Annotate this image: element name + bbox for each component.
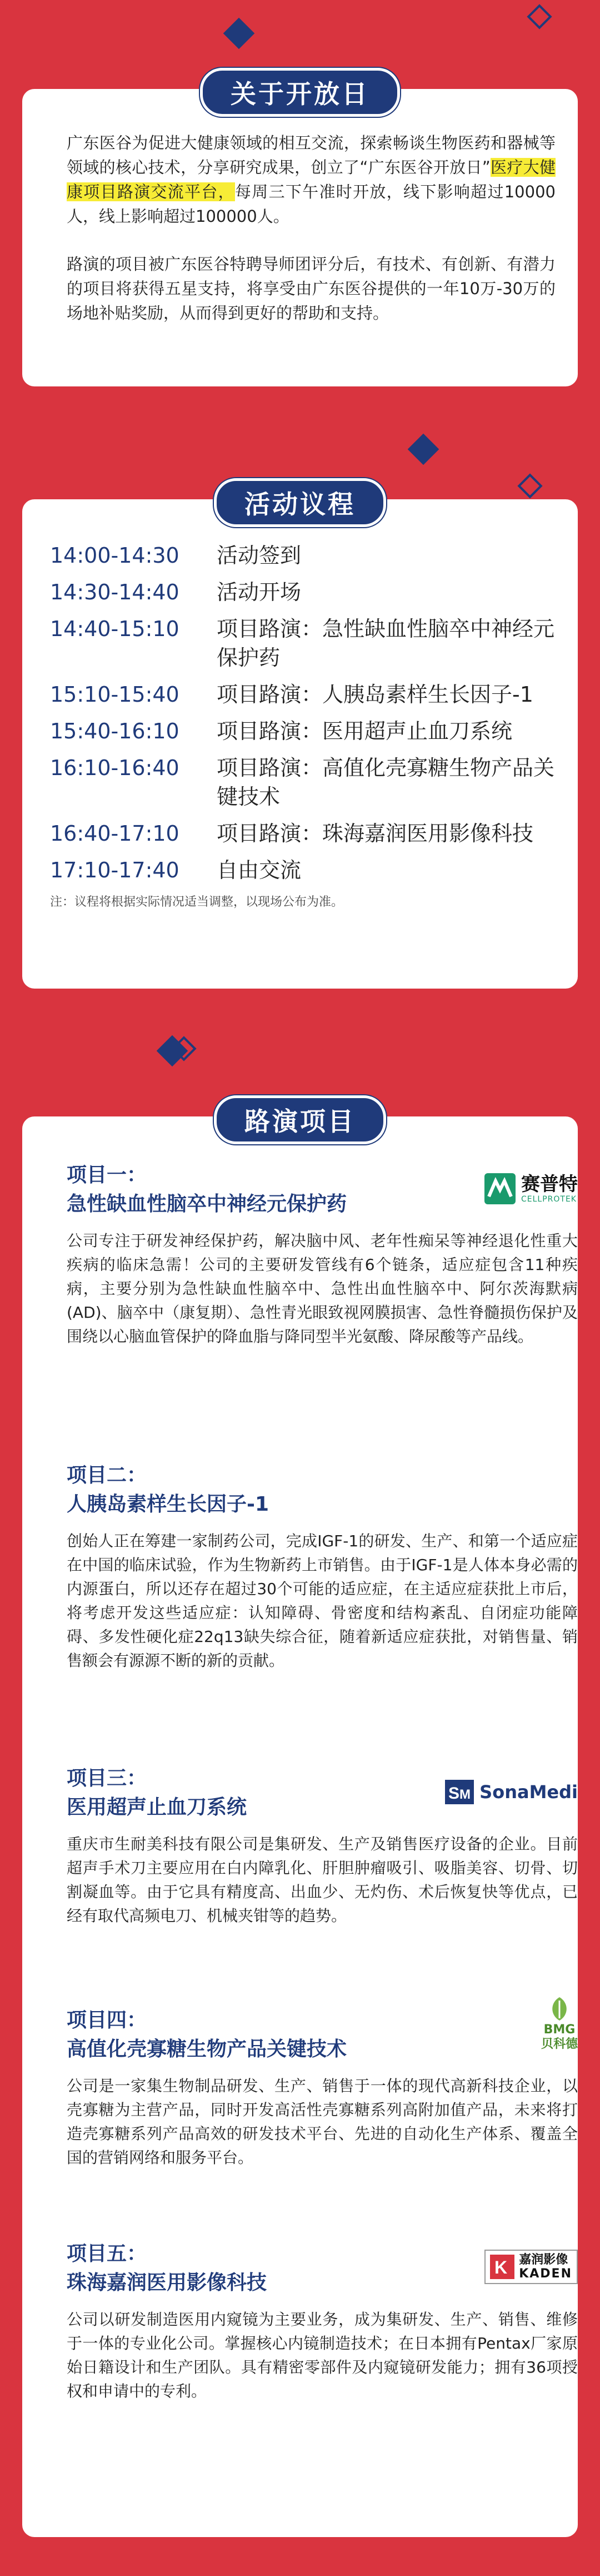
agenda-time: 14:40-15:10: [50, 617, 179, 641]
agenda-time: 15:40-16:10: [50, 719, 179, 743]
agenda-row: [50, 819, 556, 848]
agenda-title: 活动议程: [214, 478, 386, 527]
project-label: 项目四：: [67, 2009, 147, 2032]
agenda-card: [22, 489, 578, 989]
project-1: [67, 1161, 578, 1348]
agenda-desc: 项目路演：急性缺血性脑卒中神经元保护药: [217, 617, 555, 670]
agenda-time: 14:00-14:30: [50, 543, 179, 568]
sonamedi-logo: [445, 1780, 578, 1804]
agenda-row: [50, 856, 556, 885]
agenda-desc: 活动签到: [217, 543, 302, 568]
agenda-time: 16:40-17:10: [50, 821, 179, 846]
about-card: [22, 79, 578, 386]
about-paragraph-1: 广东医谷为促进大健康领域的相互交流，探索畅谈生物医药和器械等领域的核心技术，分享研究成果，创立了“广东医谷开放日”医疗大健康项目路演交流平台，每周三下午准时开放，线下影响超过10000人，线上影响超过100000人。: [67, 133, 556, 226]
cellprotek-logo: [483, 1172, 578, 1205]
cellprotek-icon: [483, 1172, 517, 1205]
agenda-time: 17:10-17:40: [50, 858, 179, 882]
highlight-text: 医疗大健康项目路演交流平台，: [67, 158, 556, 201]
logo-text: BMG: [543, 2023, 576, 2037]
project-label: 项目一：: [67, 1164, 147, 1187]
bmg-logo: [541, 1995, 578, 2052]
project-label: 项目二：: [67, 1464, 147, 1487]
project-4: [67, 2006, 578, 2170]
project-title: 急性缺血性脑卒中神经元保护药: [67, 1193, 347, 1215]
agenda-row: [50, 578, 556, 607]
project-3: [67, 1764, 578, 1928]
logo-subtext: 贝科德: [541, 2037, 578, 2051]
sonamedi-icon: [445, 1780, 474, 1804]
logo-text: 赛普特: [521, 1173, 578, 1195]
agenda-row: [50, 717, 556, 746]
project-body: 公司以研发制造医用内窥镜为主要业务，成为集研发、生产、销售、维修于一体的专业化公司。掌握核心内镜制造技术；在日本拥有Pentax厂家原始日籍设计和生产团队。具有精密零部件及内窥镜研发能力；拥有36项授权和申请中的专利。: [67, 2310, 578, 2400]
agenda-desc: 项目路演：高值化壳寡糖生物产品关键技术: [217, 756, 555, 809]
svg-text:K: K: [494, 2257, 508, 2277]
project-title: 高值化壳寡糖生物产品关键技术: [67, 2038, 347, 2061]
agenda-desc: 项目路演：人胰岛素样生长因子-1: [217, 682, 533, 707]
roadshow-card: [22, 1106, 578, 2537]
agenda-desc: 自由交流: [217, 858, 302, 882]
project-body: 公司专注于研发神经保护药，解决脑中风、老年性痴呆等神经退化性重大疾病的临床急需！公司的主要研发管线有6个链条，适应症包含11种疾病，主要分别为急性缺血性脑卒中、急性出血性脑卒中、阿尔茨海默病(AD)、脑卒中（康复期）、急性青光眼致视网膜损害、急性脊髓损伤保护及围绕以心脑血管保护的降血脂与降同型半光氨酸、降尿酸等产品线。: [67, 1232, 578, 1346]
agenda-time: 15:10-15:40: [50, 682, 179, 707]
agenda-list: [50, 541, 556, 910]
project-body: 创始人正在筹建一家制药公司，完成IGF-1的研发、生产、和第一个适应症在中国的临床试验，作为生物新药上市销售。由于IGF-1是人体本身必需的内源蛋白，所以还存在超过30个可能的适应症，在主适应症获批上市后，将考虑开发这些适应症：认知障碍、骨密度和结构紊乱、自闭症功能障碍、多发性硬化症22q13缺失综合征，随着新适应症获批，对销售量、销售额会有源源不断的新的贡献。: [67, 1532, 578, 1670]
decor-diamond-outline: [527, 4, 552, 29]
project-body: 公司是一家集生物制品研发、生产、销售于一体的现代高新科技企业，以壳寡糖为主营产品，同时开发高活性壳寡糖系列高附加值产品，未来将打造壳寡糖系列产品高效的研发技术平台、先进的自动化生产体系、覆盖全国的营销网络和服务平台。: [67, 2077, 578, 2167]
logo-text: 嘉润影像: [519, 2253, 568, 2267]
roadshow-title: 路演项目: [214, 1095, 386, 1144]
project-2: [67, 1461, 578, 1672]
agenda-time: 16:10-16:40: [50, 756, 179, 780]
logo-subtext: CELLPROTEK: [521, 1195, 577, 1204]
project-body: 重庆市生耐美科技有限公司是集研发、生产及销售医疗设备的企业。目前超声手术刀主要应用在白内障乳化、肝胆肿瘤吸引、吸脂美容、切骨、切割凝血等。由于它具有精度高、出血少、无灼伤、术后恢复快等优点，已经有取代高频电刀、机械夹钳等的趋势。: [67, 1835, 578, 1925]
agenda-desc: 项目路演：医用超声止血刀系统: [217, 719, 513, 743]
logo-text: SonaMedi: [479, 1781, 578, 1803]
kaden-logo: [484, 2250, 578, 2284]
agenda-time: 14:30-14:40: [50, 580, 179, 604]
decor-diamond-outline: [517, 473, 542, 498]
agenda-row: [50, 541, 556, 570]
about-title: 关于开放日: [200, 68, 400, 117]
project-title: 人胰岛素样生长因子-1: [67, 1493, 269, 1516]
decor-diamond: [408, 434, 439, 465]
agenda-desc: 活动开场: [217, 580, 302, 604]
about-paragraph-2: 路演的项目被广东医谷特聘导师团评分后，有技术、有创新、有潜力的项目将获得五星支持，将享受由广东医谷提供的一年10万-30万的场地补贴奖励，从而得到更好的帮助和支持。: [67, 255, 556, 322]
project-label: 项目五：: [67, 2242, 147, 2265]
project-label: 项目三：: [67, 1767, 147, 1790]
svg-text:S: S: [448, 1784, 460, 1803]
agenda-row: [50, 614, 556, 672]
project-title: 珠海嘉润医用影像科技: [67, 2271, 267, 2294]
project-title: 医用超声止血刀系统: [67, 1796, 247, 1819]
svg-text:M: M: [459, 1787, 471, 1802]
kaden-icon: [490, 2255, 514, 2279]
leaf-icon: [546, 1995, 573, 2023]
logo-subtext: KADEN: [519, 2267, 572, 2281]
agenda-row: [50, 753, 556, 811]
agenda-desc: 项目路演：珠海嘉润医用影像科技: [217, 821, 534, 846]
agenda-note: 注：议程将根据实际情况适当调整，以现场公布为准。: [50, 895, 344, 909]
agenda-row: [50, 680, 556, 709]
decor-diamond: [223, 18, 255, 49]
project-5: [67, 2240, 578, 2403]
